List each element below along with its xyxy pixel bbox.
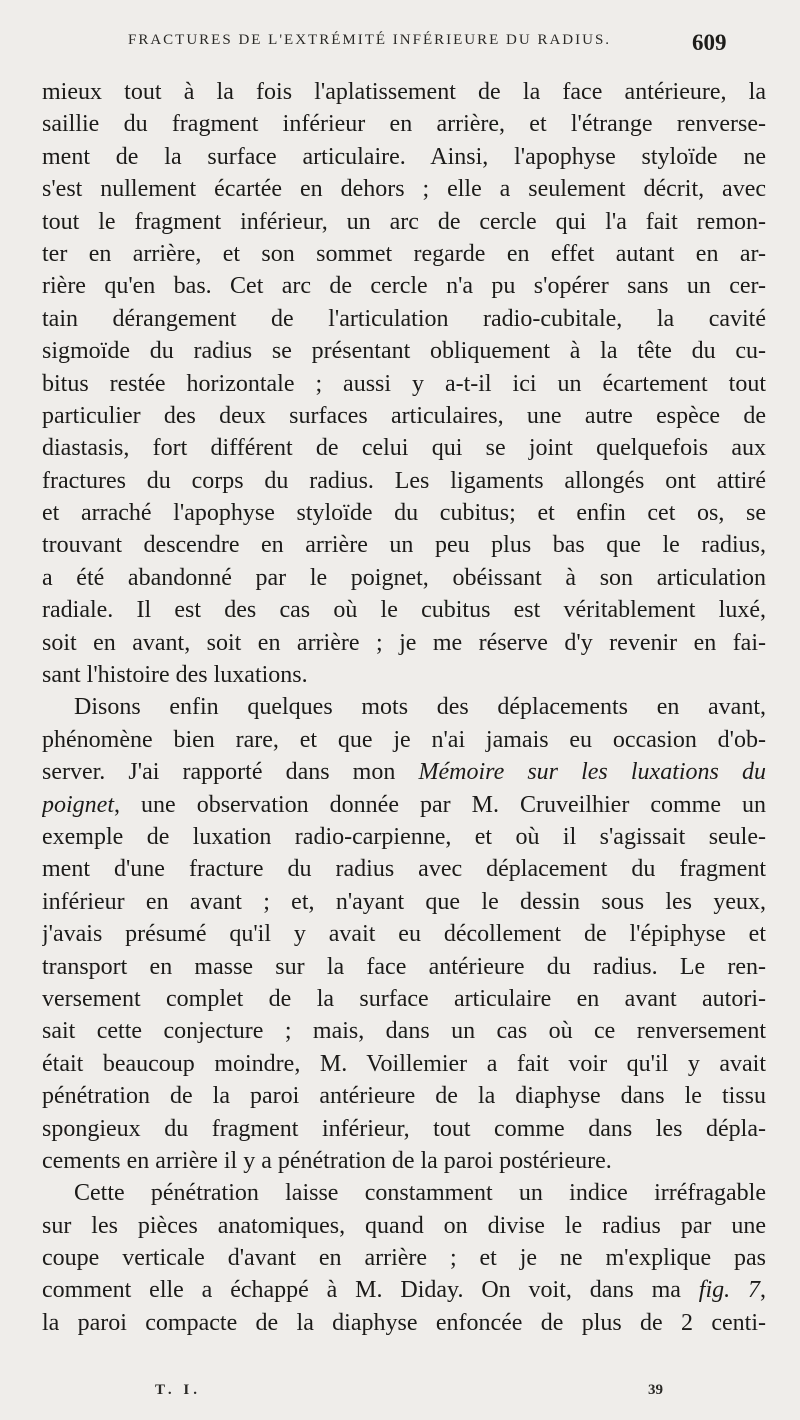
sheet-number: 39 [648,1382,663,1398]
text-line: a été abandonné par le poignet, obéissant à son articulation [42,564,766,591]
text-line: ment de la surface articulaire. Ainsi, l'apophyse styloïde ne [42,143,766,170]
text-fragment: comment elle a échappé à M. Diday. On voit, dans ma [42,1277,699,1304]
text-line: sant l'histoire des luxations. [42,662,308,689]
text-fragment: server. J'ai rapporté dans mon [42,759,419,786]
text-line: sigmoïde du radius se présentant obliquement à la tête du cu- [42,338,766,365]
text-line: rière qu'en bas. Cet arc de cercle n'a pu s'opérer sans un cer- [42,273,766,300]
page-number: 609 [692,30,727,55]
text-line-with-title [42,756,766,788]
text-line: était beaucoup moindre, M. Voillemier a fait voir qu'il y avait [42,1050,766,1077]
text-line-with-figure-ref [42,1274,766,1306]
text-line: trouvant descendre en arrière un peu plus bas que le radius, [42,532,766,559]
text-line: coupe verticale d'avant en arrière ; et je ne m'explique pas [42,1245,766,1272]
text-line: exemple de luxation radio-carpienne, et où il s'agissait seule- [42,823,766,850]
paragraph-start-line: Cette pénétration laisse constamment un indice irréfragable [74,1180,766,1207]
text-line: sait cette conjecture ; mais, dans un cas où ce renversement [42,1018,766,1045]
text-line: transport en masse sur la face antérieure du radius. Le ren- [42,953,766,980]
paragraph-start-line: Disons enfin quelques mots des déplacements en avant, [74,694,766,721]
text-line: spongieux du fragment inférieur, tout comme dans les dépla- [42,1115,766,1142]
text-fragment: , [760,1277,766,1304]
text-line: j'avais présumé qu'il y avait eu décollement de l'épiphyse et [42,921,766,948]
italic-title-fragment: poignet [42,791,114,818]
running-head: FRACTURES DE L'EXTRÉMITÉ INFÉRIEURE DU RADIUS. [128,32,612,48]
text-line: pénétration de la paroi antérieure de la diaphyse dans le tissu [42,1083,766,1110]
text-line: bitus restée horizontale ; aussi y a-t-il ici un écartement tout [42,370,766,397]
text-line: la paroi compacte de la diaphyse enfoncée de plus de 2 centi- [42,1309,766,1336]
text-line: inférieur en avant ; et, n'ayant que le dessin sous les yeux, [42,888,766,915]
text-line: tain dérangement de l'articulation radio-cubitale, la cavité [42,305,766,332]
italic-title-fragment: Mémoire sur les luxations du [418,759,766,786]
text-line: ment d'une fracture du radius avec déplacement du fragment [42,856,766,883]
text-line: diastasis, fort différent de celui qui se joint quelquefois aux [42,435,766,462]
figure-reference: fig. 7 [698,1277,760,1304]
text-line: saillie du fragment inférieur en arrière, et l'étrange renverse- [42,111,766,138]
text-line-with-title [42,789,766,821]
text-fragment: , une observation donnée par M. Cruveilhier comme un [114,791,766,818]
body-text [42,76,766,1339]
text-line: soit en avant, soit en arrière ; je me réserve d'y revenir en fai- [42,629,766,656]
text-line: radiale. Il est des cas où le cubitus est véritablement luxé, [42,597,766,624]
text-line: fractures du corps du radius. Les ligaments allongés ont attiré [42,467,766,494]
text-line: particulier des deux surfaces articulaires, une autre espèce de [42,402,766,429]
text-line: ter en arrière, et son sommet regarde en effet autant en ar- [42,240,766,267]
text-line: et arraché l'apophyse styloïde du cubitus; et enfin cet os, se [42,500,766,527]
text-line: s'est nullement écartée en dehors ; elle a seulement décrit, avec [42,176,766,203]
text-line: phénomène bien rare, et que je n'ai jamais eu occasion d'ob- [42,726,766,753]
text-line: cements en arrière il y a pénétration de la paroi postérieure. [42,1147,612,1174]
text-line: sur les pièces anatomiques, quand on divise le radius par une [42,1212,766,1239]
signature-mark: T. I. [155,1382,201,1398]
text-line: versement complet de la surface articulaire en avant autori- [42,985,766,1012]
text-line: mieux tout à la fois l'aplatissement de la face antérieure, la [42,79,766,105]
text-line: tout le fragment inférieur, un arc de cercle qui l'a fait remon- [42,208,766,235]
